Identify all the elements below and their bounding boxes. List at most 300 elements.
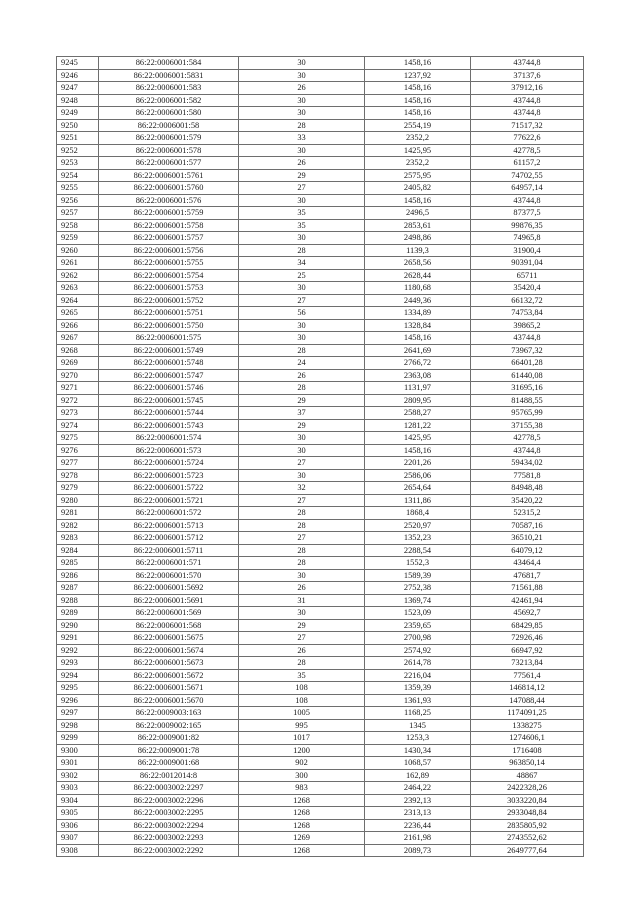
table-row bbox=[57, 269, 584, 282]
rate-cell: 2575,95 bbox=[365, 169, 471, 182]
value-cell: 43744,8 bbox=[471, 444, 584, 457]
value-cell: 43744,8 bbox=[471, 107, 584, 120]
table-row bbox=[57, 182, 584, 195]
rate-cell: 1168,25 bbox=[365, 707, 471, 720]
rate-cell: 1458,16 bbox=[365, 332, 471, 345]
area-cell: 30 bbox=[239, 432, 365, 445]
table-row bbox=[57, 307, 584, 320]
cadastral-number-cell: 86:22:0006001:576 bbox=[99, 194, 239, 207]
value-cell: 64957,14 bbox=[471, 182, 584, 195]
cadastral-number-cell: 86:22:0009003:163 bbox=[99, 707, 239, 720]
rate-cell: 2614,78 bbox=[365, 657, 471, 670]
rate-cell: 2554,19 bbox=[365, 119, 471, 132]
cadastral-number-cell: 86:22:0006001:582 bbox=[99, 94, 239, 107]
row-number-cell: 9254 bbox=[57, 169, 99, 182]
row-number-cell: 9285 bbox=[57, 557, 99, 570]
table-row bbox=[57, 657, 584, 670]
value-cell: 43744,8 bbox=[471, 57, 584, 70]
table-row bbox=[57, 682, 584, 695]
value-cell: 52315,2 bbox=[471, 507, 584, 520]
area-cell: 27 bbox=[239, 182, 365, 195]
table-row bbox=[57, 194, 584, 207]
value-cell: 39865,2 bbox=[471, 319, 584, 332]
cadastral-number-cell: 86:22:0006001:5831 bbox=[99, 69, 239, 82]
cadastral-number-cell: 86:22:0012014:8 bbox=[99, 769, 239, 782]
table-row bbox=[57, 294, 584, 307]
cadastral-number-cell: 86:22:0006001:5712 bbox=[99, 532, 239, 545]
row-number-cell: 9266 bbox=[57, 319, 99, 332]
rate-cell: 1458,16 bbox=[365, 444, 471, 457]
table-row bbox=[57, 494, 584, 507]
rate-cell: 2449,36 bbox=[365, 294, 471, 307]
row-number-cell: 9283 bbox=[57, 532, 99, 545]
table-row bbox=[57, 469, 584, 482]
table-row bbox=[57, 219, 584, 232]
area-cell: 1268 bbox=[239, 807, 365, 820]
rate-cell: 1311,86 bbox=[365, 494, 471, 507]
area-cell: 30 bbox=[239, 94, 365, 107]
table-row bbox=[57, 344, 584, 357]
table-row bbox=[57, 557, 584, 570]
table-row bbox=[57, 382, 584, 395]
area-cell: 29 bbox=[239, 394, 365, 407]
value-cell: 37912,16 bbox=[471, 82, 584, 95]
value-cell: 35420,22 bbox=[471, 494, 584, 507]
row-number-cell: 9247 bbox=[57, 82, 99, 95]
cadastral-number-cell: 86:22:0006001:568 bbox=[99, 619, 239, 632]
rate-cell: 2766,72 bbox=[365, 357, 471, 370]
area-cell: 28 bbox=[239, 119, 365, 132]
rate-cell: 1281,22 bbox=[365, 419, 471, 432]
row-number-cell: 9253 bbox=[57, 157, 99, 170]
table-row bbox=[57, 782, 584, 795]
row-number-cell: 9260 bbox=[57, 244, 99, 257]
row-number-cell: 9272 bbox=[57, 394, 99, 407]
rate-cell: 1425,95 bbox=[365, 432, 471, 445]
rate-cell: 2352,2 bbox=[365, 157, 471, 170]
row-number-cell: 9297 bbox=[57, 707, 99, 720]
cadastral-number-cell: 86:22:0006001:580 bbox=[99, 107, 239, 120]
area-cell: 27 bbox=[239, 632, 365, 645]
table-row bbox=[57, 694, 584, 707]
cadastral-number-cell: 86:22:0006001:5673 bbox=[99, 657, 239, 670]
value-cell: 37137,6 bbox=[471, 69, 584, 82]
cadastral-number-cell: 86:22:0006001:5724 bbox=[99, 457, 239, 470]
cadastral-number-cell: 86:22:0006001:574 bbox=[99, 432, 239, 445]
cadastral-number-cell: 86:22:0006001:5674 bbox=[99, 644, 239, 657]
table-row bbox=[57, 94, 584, 107]
table-row bbox=[57, 844, 584, 857]
table-row bbox=[57, 794, 584, 807]
value-cell: 65711 bbox=[471, 269, 584, 282]
area-cell: 35 bbox=[239, 669, 365, 682]
row-number-cell: 9306 bbox=[57, 819, 99, 832]
value-cell: 1174091,25 bbox=[471, 707, 584, 720]
value-cell: 71517,32 bbox=[471, 119, 584, 132]
cadastral-number-cell: 86:22:0003002:2297 bbox=[99, 782, 239, 795]
row-number-cell: 9256 bbox=[57, 194, 99, 207]
row-number-cell: 9264 bbox=[57, 294, 99, 307]
cadastral-number-cell: 86:22:0006001:5754 bbox=[99, 269, 239, 282]
table-body bbox=[57, 57, 584, 857]
row-number-cell: 9308 bbox=[57, 844, 99, 857]
rate-cell: 2216,04 bbox=[365, 669, 471, 682]
cadastral-number-cell: 86:22:0006001:5757 bbox=[99, 232, 239, 245]
area-cell: 30 bbox=[239, 444, 365, 457]
value-cell: 2743552,62 bbox=[471, 832, 584, 845]
cadastral-number-cell: 86:22:0003002:2294 bbox=[99, 819, 239, 832]
area-cell: 1005 bbox=[239, 707, 365, 720]
row-number-cell: 9276 bbox=[57, 444, 99, 457]
area-cell: 28 bbox=[239, 544, 365, 557]
cadastral-number-cell: 86:22:0006001:575 bbox=[99, 332, 239, 345]
cadastral-table bbox=[56, 56, 584, 857]
rate-cell: 2236,44 bbox=[365, 819, 471, 832]
value-cell: 72926,46 bbox=[471, 632, 584, 645]
value-cell: 66401,28 bbox=[471, 357, 584, 370]
table-row bbox=[57, 107, 584, 120]
value-cell: 74753,84 bbox=[471, 307, 584, 320]
value-cell: 42778,5 bbox=[471, 432, 584, 445]
value-cell: 43744,8 bbox=[471, 194, 584, 207]
value-cell: 71561,88 bbox=[471, 582, 584, 595]
value-cell: 68429,85 bbox=[471, 619, 584, 632]
cadastral-number-cell: 86:22:0009001:68 bbox=[99, 757, 239, 770]
rate-cell: 2628,44 bbox=[365, 269, 471, 282]
area-cell: 26 bbox=[239, 157, 365, 170]
area-cell: 28 bbox=[239, 507, 365, 520]
rate-cell: 2359,65 bbox=[365, 619, 471, 632]
table-row bbox=[57, 157, 584, 170]
row-number-cell: 9293 bbox=[57, 657, 99, 670]
table-row bbox=[57, 432, 584, 445]
value-cell: 48867 bbox=[471, 769, 584, 782]
rate-cell: 1345 bbox=[365, 719, 471, 732]
value-cell: 1716408 bbox=[471, 744, 584, 757]
row-number-cell: 9273 bbox=[57, 407, 99, 420]
area-cell: 31 bbox=[239, 594, 365, 607]
rate-cell: 1458,16 bbox=[365, 82, 471, 95]
cadastral-number-cell: 86:22:0003002:2293 bbox=[99, 832, 239, 845]
value-cell: 61440,08 bbox=[471, 369, 584, 382]
rate-cell: 2641,69 bbox=[365, 344, 471, 357]
table-row bbox=[57, 69, 584, 82]
value-cell: 3033220,84 bbox=[471, 794, 584, 807]
row-number-cell: 9274 bbox=[57, 419, 99, 432]
value-cell: 66132,72 bbox=[471, 294, 584, 307]
table-row bbox=[57, 807, 584, 820]
table-row bbox=[57, 132, 584, 145]
table-row bbox=[57, 244, 584, 257]
area-cell: 30 bbox=[239, 569, 365, 582]
row-number-cell: 9261 bbox=[57, 257, 99, 270]
row-number-cell: 9303 bbox=[57, 782, 99, 795]
cadastral-number-cell: 86:22:0006001:5743 bbox=[99, 419, 239, 432]
table-row bbox=[57, 594, 584, 607]
area-cell: 28 bbox=[239, 344, 365, 357]
rate-cell: 1458,16 bbox=[365, 107, 471, 120]
area-cell: 25 bbox=[239, 269, 365, 282]
cadastral-number-cell: 86:22:0006001:5747 bbox=[99, 369, 239, 382]
cadastral-number-cell: 86:22:0006001:5749 bbox=[99, 344, 239, 357]
rate-cell: 162,89 bbox=[365, 769, 471, 782]
rate-cell: 1458,16 bbox=[365, 94, 471, 107]
row-number-cell: 9262 bbox=[57, 269, 99, 282]
value-cell: 2835805,92 bbox=[471, 819, 584, 832]
area-cell: 983 bbox=[239, 782, 365, 795]
row-number-cell: 9259 bbox=[57, 232, 99, 245]
rate-cell: 1180,68 bbox=[365, 282, 471, 295]
cadastral-number-cell: 86:22:0006001:571 bbox=[99, 557, 239, 570]
rate-cell: 2654,64 bbox=[365, 482, 471, 495]
value-cell: 2649777,64 bbox=[471, 844, 584, 857]
value-cell: 77581,8 bbox=[471, 469, 584, 482]
value-cell: 61157,2 bbox=[471, 157, 584, 170]
area-cell: 1268 bbox=[239, 794, 365, 807]
rate-cell: 2089,73 bbox=[365, 844, 471, 857]
table-row bbox=[57, 619, 584, 632]
area-cell: 29 bbox=[239, 419, 365, 432]
cadastral-number-cell: 86:22:0006001:5745 bbox=[99, 394, 239, 407]
rate-cell: 1068,57 bbox=[365, 757, 471, 770]
table-row bbox=[57, 357, 584, 370]
row-number-cell: 9250 bbox=[57, 119, 99, 132]
cadastral-number-cell: 86:22:0006001:5756 bbox=[99, 244, 239, 257]
cadastral-number-cell: 86:22:0006001:570 bbox=[99, 569, 239, 582]
rate-cell: 2288,54 bbox=[365, 544, 471, 557]
value-cell: 95765,99 bbox=[471, 407, 584, 420]
area-cell: 108 bbox=[239, 694, 365, 707]
rate-cell: 1425,95 bbox=[365, 144, 471, 157]
table-row bbox=[57, 207, 584, 220]
value-cell: 77622,6 bbox=[471, 132, 584, 145]
rate-cell: 2700,98 bbox=[365, 632, 471, 645]
table-row bbox=[57, 407, 584, 420]
table-row bbox=[57, 607, 584, 620]
row-number-cell: 9268 bbox=[57, 344, 99, 357]
value-cell: 74702,55 bbox=[471, 169, 584, 182]
rate-cell: 1369,74 bbox=[365, 594, 471, 607]
row-number-cell: 9294 bbox=[57, 669, 99, 682]
area-cell: 29 bbox=[239, 619, 365, 632]
area-cell: 29 bbox=[239, 169, 365, 182]
row-number-cell: 9271 bbox=[57, 382, 99, 395]
value-cell: 36510,21 bbox=[471, 532, 584, 545]
table-row bbox=[57, 257, 584, 270]
cadastral-number-cell: 86:22:0006001:5675 bbox=[99, 632, 239, 645]
row-number-cell: 9295 bbox=[57, 682, 99, 695]
area-cell: 108 bbox=[239, 682, 365, 695]
table-row bbox=[57, 669, 584, 682]
area-cell: 1268 bbox=[239, 819, 365, 832]
area-cell: 26 bbox=[239, 644, 365, 657]
cadastral-number-cell: 86:22:0006001:5758 bbox=[99, 219, 239, 232]
area-cell: 30 bbox=[239, 469, 365, 482]
value-cell: 73213,84 bbox=[471, 657, 584, 670]
table-row bbox=[57, 482, 584, 495]
table-row bbox=[57, 319, 584, 332]
row-number-cell: 9289 bbox=[57, 607, 99, 620]
value-cell: 84948,48 bbox=[471, 482, 584, 495]
row-number-cell: 9291 bbox=[57, 632, 99, 645]
table-row bbox=[57, 707, 584, 720]
value-cell: 147088,44 bbox=[471, 694, 584, 707]
rate-cell: 1523,09 bbox=[365, 607, 471, 620]
value-cell: 64079,12 bbox=[471, 544, 584, 557]
rate-cell: 2809,95 bbox=[365, 394, 471, 407]
rate-cell: 1237,92 bbox=[365, 69, 471, 82]
row-number-cell: 9245 bbox=[57, 57, 99, 70]
cadastral-number-cell: 86:22:0006001:5670 bbox=[99, 694, 239, 707]
value-cell: 90391,04 bbox=[471, 257, 584, 270]
rate-cell: 1334,89 bbox=[365, 307, 471, 320]
table-row bbox=[57, 632, 584, 645]
cadastral-number-cell: 86:22:0006001:5723 bbox=[99, 469, 239, 482]
area-cell: 30 bbox=[239, 107, 365, 120]
row-number-cell: 9275 bbox=[57, 432, 99, 445]
value-cell: 2422328,26 bbox=[471, 782, 584, 795]
rate-cell: 2352,2 bbox=[365, 132, 471, 145]
value-cell: 1274606,1 bbox=[471, 732, 584, 745]
area-cell: 30 bbox=[239, 57, 365, 70]
row-number-cell: 9301 bbox=[57, 757, 99, 770]
value-cell: 43464,4 bbox=[471, 557, 584, 570]
table-row bbox=[57, 144, 584, 157]
value-cell: 35420,4 bbox=[471, 282, 584, 295]
area-cell: 35 bbox=[239, 207, 365, 220]
rate-cell: 1352,23 bbox=[365, 532, 471, 545]
table-row bbox=[57, 419, 584, 432]
rate-cell: 2405,82 bbox=[365, 182, 471, 195]
value-cell: 2933048,84 bbox=[471, 807, 584, 820]
value-cell: 66947,92 bbox=[471, 644, 584, 657]
rate-cell: 1328,84 bbox=[365, 319, 471, 332]
value-cell: 59434,02 bbox=[471, 457, 584, 470]
area-cell: 1017 bbox=[239, 732, 365, 745]
cadastral-number-cell: 86:22:0003002:2292 bbox=[99, 844, 239, 857]
value-cell: 963850,14 bbox=[471, 757, 584, 770]
row-number-cell: 9263 bbox=[57, 282, 99, 295]
rate-cell: 2464,22 bbox=[365, 782, 471, 795]
rate-cell: 2161,98 bbox=[365, 832, 471, 845]
cadastral-number-cell: 86:22:0006001:5748 bbox=[99, 357, 239, 370]
rate-cell: 2313,13 bbox=[365, 807, 471, 820]
area-cell: 35 bbox=[239, 219, 365, 232]
table-row bbox=[57, 582, 584, 595]
area-cell: 37 bbox=[239, 407, 365, 420]
rate-cell: 2392,13 bbox=[365, 794, 471, 807]
rate-cell: 2853,61 bbox=[365, 219, 471, 232]
row-number-cell: 9277 bbox=[57, 457, 99, 470]
table-row bbox=[57, 169, 584, 182]
cadastral-number-cell: 86:22:0006001:5692 bbox=[99, 582, 239, 595]
value-cell: 77561,4 bbox=[471, 669, 584, 682]
rate-cell: 1139,3 bbox=[365, 244, 471, 257]
rate-cell: 2586,06 bbox=[365, 469, 471, 482]
table-row bbox=[57, 519, 584, 532]
rate-cell: 2201,26 bbox=[365, 457, 471, 470]
table-row bbox=[57, 57, 584, 70]
area-cell: 30 bbox=[239, 144, 365, 157]
cadastral-number-cell: 86:22:0006001:5752 bbox=[99, 294, 239, 307]
cadastral-number-cell: 86:22:0006001:5744 bbox=[99, 407, 239, 420]
area-cell: 56 bbox=[239, 307, 365, 320]
row-number-cell: 9280 bbox=[57, 494, 99, 507]
table-row bbox=[57, 719, 584, 732]
area-cell: 1200 bbox=[239, 744, 365, 757]
value-cell: 31900,4 bbox=[471, 244, 584, 257]
cadastral-number-cell: 86:22:0006001:5755 bbox=[99, 257, 239, 270]
table-row bbox=[57, 457, 584, 470]
area-cell: 1268 bbox=[239, 844, 365, 857]
rate-cell: 1430,34 bbox=[365, 744, 471, 757]
table-row bbox=[57, 232, 584, 245]
cadastral-number-cell: 86:22:0003002:2296 bbox=[99, 794, 239, 807]
area-cell: 32 bbox=[239, 482, 365, 495]
row-number-cell: 9284 bbox=[57, 544, 99, 557]
row-number-cell: 9302 bbox=[57, 769, 99, 782]
table-row bbox=[57, 732, 584, 745]
area-cell: 26 bbox=[239, 582, 365, 595]
rate-cell: 1552,3 bbox=[365, 557, 471, 570]
area-cell: 28 bbox=[239, 557, 365, 570]
row-number-cell: 9258 bbox=[57, 219, 99, 232]
value-cell: 70587,16 bbox=[471, 519, 584, 532]
rate-cell: 1131,97 bbox=[365, 382, 471, 395]
row-number-cell: 9265 bbox=[57, 307, 99, 320]
row-number-cell: 9249 bbox=[57, 107, 99, 120]
rate-cell: 2574,92 bbox=[365, 644, 471, 657]
table-row bbox=[57, 757, 584, 770]
cadastral-number-cell: 86:22:0006001:583 bbox=[99, 82, 239, 95]
rate-cell: 1458,16 bbox=[365, 194, 471, 207]
area-cell: 30 bbox=[239, 232, 365, 245]
area-cell: 33 bbox=[239, 132, 365, 145]
value-cell: 1338275 bbox=[471, 719, 584, 732]
cadastral-number-cell: 86:22:0006001:5746 bbox=[99, 382, 239, 395]
cadastral-number-cell: 86:22:0006001:5691 bbox=[99, 594, 239, 607]
cadastral-number-cell: 86:22:0006001:569 bbox=[99, 607, 239, 620]
value-cell: 81488,55 bbox=[471, 394, 584, 407]
area-cell: 27 bbox=[239, 457, 365, 470]
value-cell: 99876,35 bbox=[471, 219, 584, 232]
cadastral-number-cell: 86:22:0009001:78 bbox=[99, 744, 239, 757]
cadastral-number-cell: 86:22:0006001:5753 bbox=[99, 282, 239, 295]
table-row bbox=[57, 369, 584, 382]
row-number-cell: 9304 bbox=[57, 794, 99, 807]
row-number-cell: 9282 bbox=[57, 519, 99, 532]
cadastral-number-cell: 86:22:0006001:5672 bbox=[99, 669, 239, 682]
value-cell: 74965,8 bbox=[471, 232, 584, 245]
table-row bbox=[57, 444, 584, 457]
area-cell: 28 bbox=[239, 382, 365, 395]
cadastral-number-cell: 86:22:0006001:5751 bbox=[99, 307, 239, 320]
table-row bbox=[57, 544, 584, 557]
row-number-cell: 9246 bbox=[57, 69, 99, 82]
cadastral-number-cell: 86:22:0006001:5760 bbox=[99, 182, 239, 195]
value-cell: 42461,94 bbox=[471, 594, 584, 607]
row-number-cell: 9305 bbox=[57, 807, 99, 820]
cadastral-number-cell: 86:22:0006001:5722 bbox=[99, 482, 239, 495]
area-cell: 300 bbox=[239, 769, 365, 782]
row-number-cell: 9292 bbox=[57, 644, 99, 657]
rate-cell: 1253,3 bbox=[365, 732, 471, 745]
area-cell: 30 bbox=[239, 194, 365, 207]
table-row bbox=[57, 82, 584, 95]
table-row bbox=[57, 644, 584, 657]
rate-cell: 1868,4 bbox=[365, 507, 471, 520]
cadastral-number-cell: 86:22:0006001:584 bbox=[99, 57, 239, 70]
